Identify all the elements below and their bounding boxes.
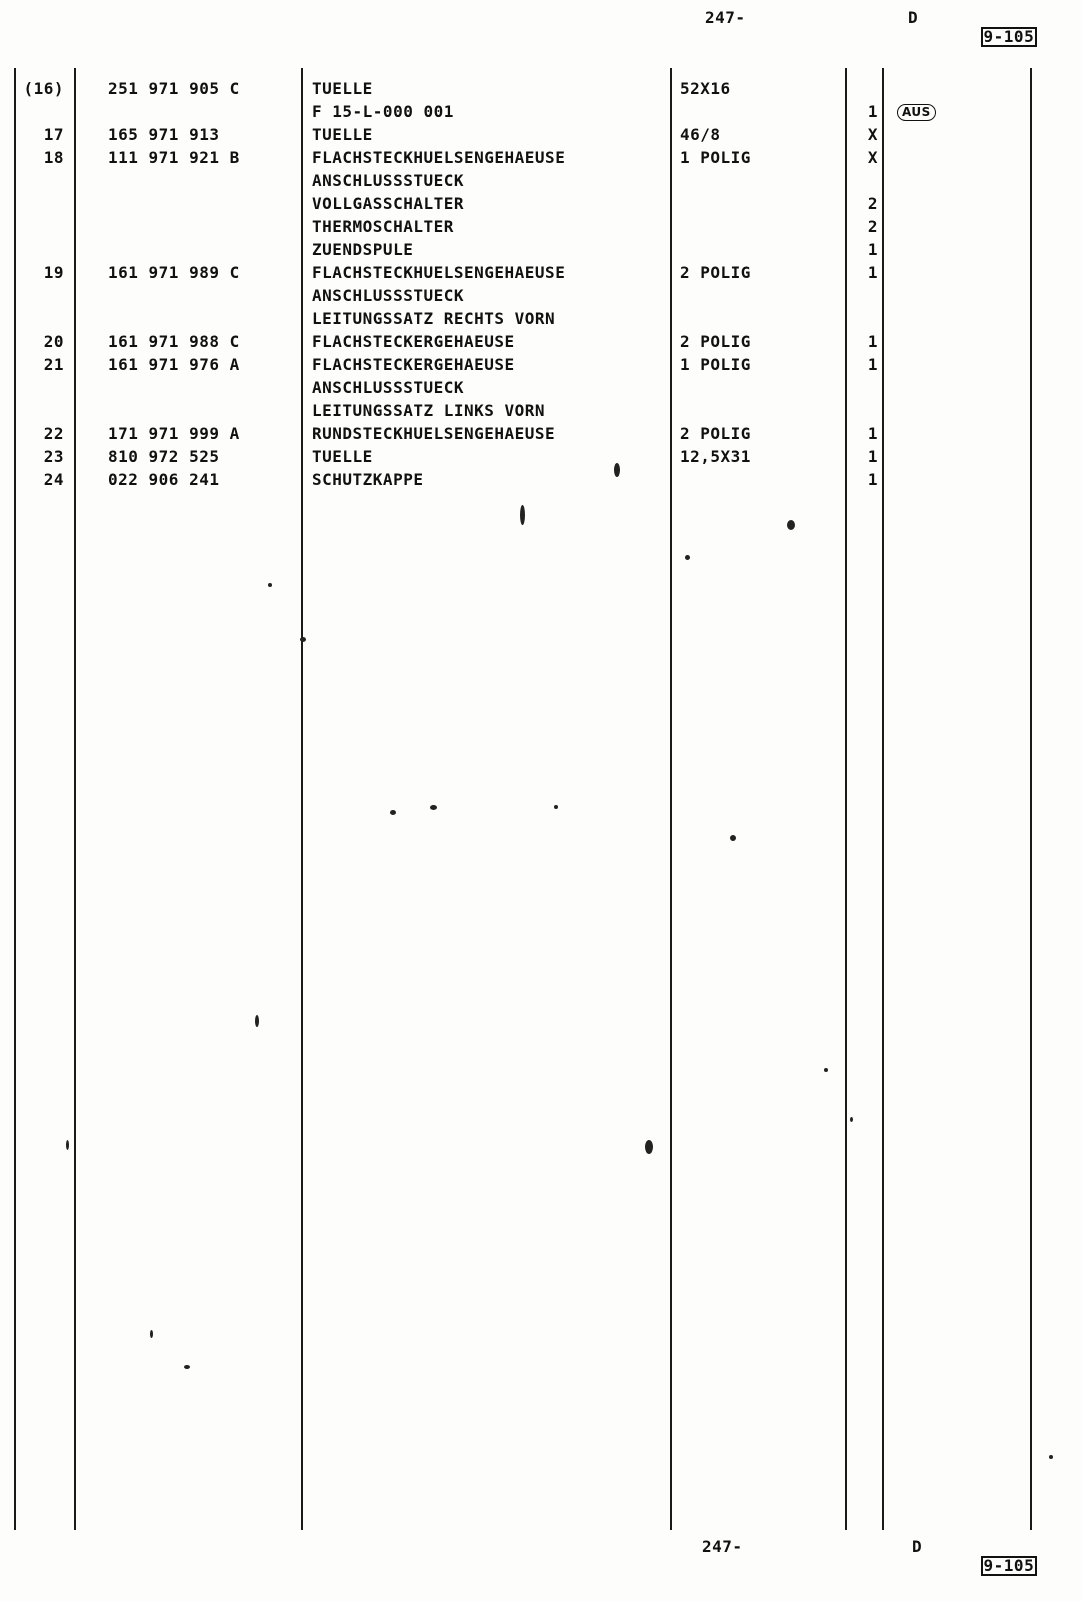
- part-description: THERMOSCHALTER: [312, 217, 454, 236]
- quantity: 1: [867, 332, 879, 351]
- part-number: 161 971 989 C: [108, 263, 240, 282]
- section-code-top: [940, 2, 1037, 71]
- table-row: [0, 123, 1082, 146]
- table-row: [0, 261, 1082, 284]
- section-letter-top: D: [908, 8, 919, 27]
- part-spec: 52X16: [680, 79, 731, 98]
- part-spec: 1 POLIG: [680, 355, 751, 374]
- section-code-bottom: [940, 1531, 1037, 1600]
- part-description: ANSCHLUSSSTUECK: [312, 378, 464, 397]
- quantity: 1: [867, 424, 879, 443]
- section-letter-bottom: D: [912, 1537, 923, 1556]
- part-description: VOLLGASSCHALTER: [312, 194, 464, 213]
- position-number: 21: [43, 355, 64, 374]
- table-row: [0, 468, 1082, 491]
- part-description: TUELLE: [312, 447, 373, 466]
- position-number: 22: [43, 424, 64, 443]
- part-description: FLACHSTECKHUELSENGEHAEUSE: [312, 263, 566, 282]
- position-number: 23: [43, 447, 64, 466]
- quantity: 2: [867, 217, 879, 236]
- part-number: 810 972 525: [108, 447, 220, 466]
- quantity: 1: [867, 355, 879, 374]
- section-code-top-box: 9-105: [981, 27, 1038, 47]
- part-description: FLACHSTECKERGEHAEUSE: [312, 332, 515, 351]
- part-description: TUELLE: [312, 125, 373, 144]
- part-spec: 2 POLIG: [680, 332, 751, 351]
- part-number: 161 971 988 C: [108, 332, 240, 351]
- part-description: ANSCHLUSSSTUECK: [312, 286, 464, 305]
- part-description: TUELLE: [312, 79, 373, 98]
- part-spec: 2 POLIG: [680, 424, 751, 443]
- table-row: [0, 238, 1082, 261]
- part-description: F 15-L-000 001: [312, 102, 454, 121]
- quantity: X: [867, 125, 879, 144]
- table-row: [0, 422, 1082, 445]
- table-row: [0, 169, 1082, 192]
- part-number: 111 971 921 B: [108, 148, 240, 167]
- part-description: ANSCHLUSSSTUECK: [312, 171, 464, 190]
- part-number: 251 971 905 C: [108, 79, 240, 98]
- position-number: 18: [43, 148, 64, 167]
- part-number: 165 971 913: [108, 125, 220, 144]
- part-description: RUNDSTECKHUELSENGEHAEUSE: [312, 424, 556, 443]
- quantity: 1: [867, 240, 879, 259]
- position-number: 17: [43, 125, 64, 144]
- quantity: 2: [867, 194, 879, 213]
- table-row: [0, 100, 1082, 123]
- page-number-bottom: 247-: [702, 1537, 743, 1556]
- table-row: [0, 445, 1082, 468]
- table-row: [0, 192, 1082, 215]
- quantity: 1: [867, 447, 879, 466]
- part-spec: 12,5X31: [680, 447, 751, 466]
- page-number-top: 247-: [705, 8, 746, 27]
- table-row: [0, 215, 1082, 238]
- part-description: LEITUNGSSATZ RECHTS VORN: [312, 309, 556, 328]
- part-spec: 46/8: [680, 125, 721, 144]
- part-spec: 1 POLIG: [680, 148, 751, 167]
- part-number: 171 971 999 A: [108, 424, 240, 443]
- table-row: [0, 307, 1082, 330]
- position-number: 19: [43, 263, 64, 282]
- table-row: [0, 376, 1082, 399]
- position-number: 20: [43, 332, 64, 351]
- position-number: 24: [43, 470, 64, 489]
- part-description: FLACHSTECKERGEHAEUSE: [312, 355, 515, 374]
- table-row: [0, 284, 1082, 307]
- part-number: 161 971 976 A: [108, 355, 240, 374]
- aus-badge: AUS: [897, 104, 936, 121]
- section-code-bottom-box: 9-105: [981, 1556, 1038, 1576]
- table-row: [0, 330, 1082, 353]
- part-description: ZUENDSPULE: [312, 240, 414, 259]
- part-description: LEITUNGSSATZ LINKS VORN: [312, 401, 546, 420]
- position-number: (16): [23, 79, 64, 98]
- table-row: [0, 353, 1082, 376]
- part-description: SCHUTZKAPPE: [312, 470, 424, 489]
- quantity: 1: [867, 470, 879, 489]
- quantity: 1: [867, 102, 879, 121]
- part-spec: 2 POLIG: [680, 263, 751, 282]
- part-description: FLACHSTECKHUELSENGEHAEUSE: [312, 148, 566, 167]
- table-row: [0, 399, 1082, 422]
- quantity: 1: [867, 263, 879, 282]
- table-row: [0, 146, 1082, 169]
- quantity: X: [867, 148, 879, 167]
- part-number: 022 906 241: [108, 470, 220, 489]
- table-row: [0, 77, 1082, 100]
